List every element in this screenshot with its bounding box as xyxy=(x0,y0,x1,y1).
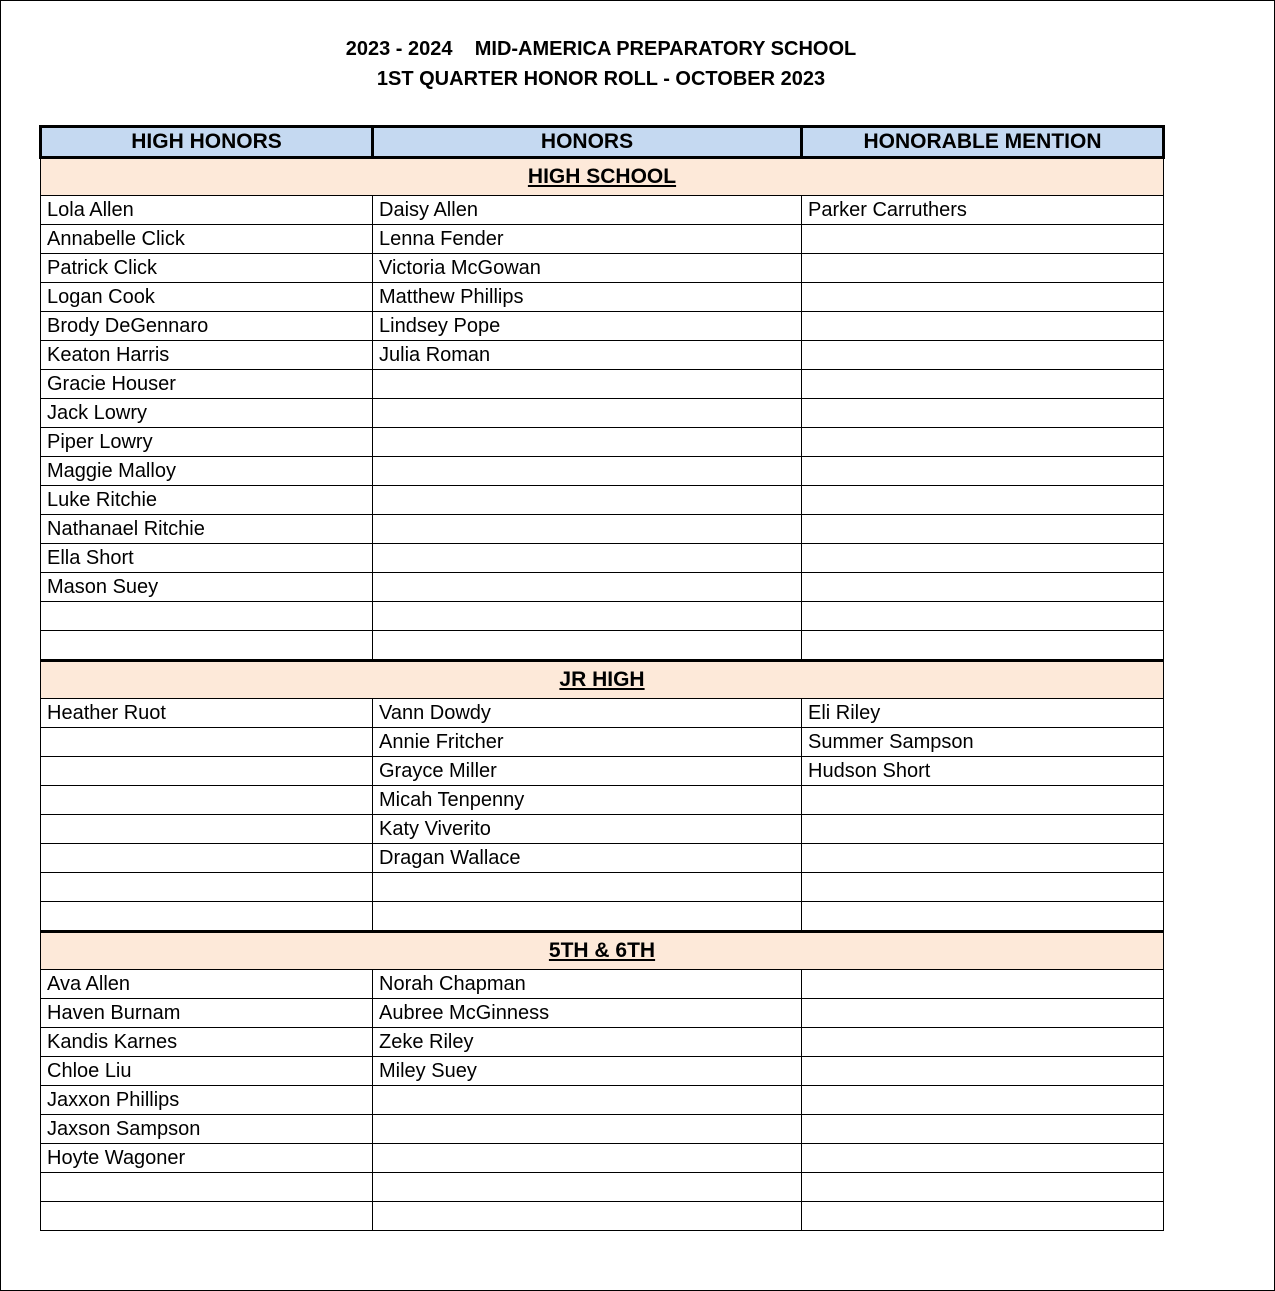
student-cell-honorable-mention xyxy=(802,631,1164,661)
table-row xyxy=(41,399,1164,428)
column-header-honorable-mention: HONORABLE MENTION xyxy=(802,127,1164,158)
student-cell-honorable-mention xyxy=(802,544,1164,573)
student-cell-high-honors: Ava Allen xyxy=(41,970,373,999)
student-cell-high-honors: Nathanael Ritchie xyxy=(41,515,373,544)
student-cell-high-honors xyxy=(41,1202,373,1231)
student-cell-honors: Katy Viverito xyxy=(373,815,802,844)
student-cell-honorable-mention xyxy=(802,1028,1164,1057)
table-row xyxy=(41,225,1164,254)
student-cell-honorable-mention xyxy=(802,399,1164,428)
table-row xyxy=(41,515,1164,544)
section-title: JR HIGH xyxy=(41,661,1164,699)
student-cell-high-honors: Keaton Harris xyxy=(41,341,373,370)
student-cell-honors xyxy=(373,573,802,602)
student-cell-honorable-mention: Summer Sampson xyxy=(802,728,1164,757)
student-cell-honorable-mention xyxy=(802,283,1164,312)
table-row xyxy=(41,370,1164,399)
student-cell-honorable-mention xyxy=(802,786,1164,815)
student-cell-high-honors xyxy=(41,815,373,844)
table-row xyxy=(41,873,1164,902)
student-cell-high-honors: Chloe Liu xyxy=(41,1057,373,1086)
student-cell-high-honors: Ella Short xyxy=(41,544,373,573)
table-row xyxy=(41,1144,1164,1173)
table-row xyxy=(41,1173,1164,1202)
table-row xyxy=(41,573,1164,602)
student-cell-honors: Daisy Allen xyxy=(373,196,802,225)
student-cell-high-honors xyxy=(41,1173,373,1202)
student-cell-honors xyxy=(373,515,802,544)
honor-roll-body xyxy=(41,158,1164,1231)
student-cell-honorable-mention xyxy=(802,1115,1164,1144)
section-title: HIGH SCHOOL xyxy=(41,158,1164,196)
student-cell-honorable-mention: Parker Carruthers xyxy=(802,196,1164,225)
table-row xyxy=(41,631,1164,661)
student-cell-high-honors: Piper Lowry xyxy=(41,428,373,457)
student-cell-honorable-mention xyxy=(802,370,1164,399)
student-cell-honorable-mention xyxy=(802,1144,1164,1173)
student-cell-high-honors xyxy=(41,873,373,902)
student-cell-honorable-mention xyxy=(802,457,1164,486)
document-subtitle: 1ST QUARTER HONOR ROLL - OCTOBER 2023 xyxy=(376,68,826,90)
student-cell-honorable-mention xyxy=(802,1173,1164,1202)
student-cell-honors: Grayce Miller xyxy=(373,757,802,786)
student-cell-honors xyxy=(373,486,802,515)
student-cell-honorable-mention xyxy=(802,902,1164,932)
student-cell-high-honors: Kandis Karnes xyxy=(41,1028,373,1057)
student-cell-honors xyxy=(373,1202,802,1231)
student-cell-high-honors: Heather Ruot xyxy=(41,699,373,728)
student-cell-high-honors: Lola Allen xyxy=(41,196,373,225)
table-row xyxy=(41,970,1164,999)
student-cell-high-honors xyxy=(41,844,373,873)
table-row xyxy=(41,999,1164,1028)
student-cell-high-honors: Patrick Click xyxy=(41,254,373,283)
student-cell-honorable-mention: Eli Riley xyxy=(802,699,1164,728)
student-cell-honors xyxy=(373,602,802,631)
student-cell-honorable-mention xyxy=(802,428,1164,457)
student-cell-honors: Victoria McGowan xyxy=(373,254,802,283)
student-cell-honors xyxy=(373,902,802,932)
section-header-jr-high xyxy=(41,661,1164,699)
student-cell-honorable-mention xyxy=(802,1057,1164,1086)
student-cell-high-honors: Mason Suey xyxy=(41,573,373,602)
column-header-honors: HONORS xyxy=(373,127,802,158)
table-row xyxy=(41,1028,1164,1057)
student-cell-honors xyxy=(373,544,802,573)
student-cell-high-honors: Jaxxon Phillips xyxy=(41,1086,373,1115)
student-cell-honorable-mention xyxy=(802,225,1164,254)
student-cell-honorable-mention xyxy=(802,999,1164,1028)
student-cell-high-honors: Haven Burnam xyxy=(41,999,373,1028)
table-row xyxy=(41,728,1164,757)
student-cell-honorable-mention xyxy=(802,486,1164,515)
table-row xyxy=(41,1086,1164,1115)
student-cell-honors xyxy=(373,1086,802,1115)
student-cell-high-honors: Maggie Malloy xyxy=(41,457,373,486)
student-cell-honors xyxy=(373,873,802,902)
table-row xyxy=(41,815,1164,844)
section-title: 5TH & 6TH xyxy=(41,932,1164,970)
table-row xyxy=(41,341,1164,370)
student-cell-honors xyxy=(373,631,802,661)
student-cell-honorable-mention xyxy=(802,515,1164,544)
student-cell-honors: Lindsey Pope xyxy=(373,312,802,341)
table-row xyxy=(41,254,1164,283)
honor-roll-table xyxy=(39,125,1165,1231)
student-cell-high-honors: Gracie Houser xyxy=(41,370,373,399)
student-cell-honors: Julia Roman xyxy=(373,341,802,370)
student-cell-high-honors xyxy=(41,728,373,757)
student-cell-honorable-mention xyxy=(802,312,1164,341)
column-header-row xyxy=(41,127,1164,158)
student-cell-honors: Zeke Riley xyxy=(373,1028,802,1057)
student-cell-honorable-mention xyxy=(802,573,1164,602)
student-cell-high-honors: Hoyte Wagoner xyxy=(41,1144,373,1173)
student-cell-honorable-mention xyxy=(802,254,1164,283)
student-cell-honorable-mention xyxy=(802,815,1164,844)
student-cell-high-honors: Luke Ritchie xyxy=(41,486,373,515)
student-cell-honorable-mention xyxy=(802,844,1164,873)
student-cell-high-honors xyxy=(41,631,373,661)
table-row xyxy=(41,699,1164,728)
student-cell-honors: Micah Tenpenny xyxy=(373,786,802,815)
student-cell-honorable-mention xyxy=(802,341,1164,370)
student-cell-honors: Vann Dowdy xyxy=(373,699,802,728)
student-cell-high-honors: Annabelle Click xyxy=(41,225,373,254)
student-cell-honors: Matthew Phillips xyxy=(373,283,802,312)
table-row xyxy=(41,1115,1164,1144)
student-cell-honors xyxy=(373,370,802,399)
section-header-high-school xyxy=(41,158,1164,196)
table-row xyxy=(41,428,1164,457)
student-cell-honors: Dragan Wallace xyxy=(373,844,802,873)
student-cell-honorable-mention xyxy=(802,873,1164,902)
section-header-5th-6th xyxy=(41,932,1164,970)
student-cell-high-honors xyxy=(41,602,373,631)
table-row xyxy=(41,757,1164,786)
table-row xyxy=(41,602,1164,631)
student-cell-honors xyxy=(373,428,802,457)
table-row xyxy=(41,544,1164,573)
student-cell-honors: Miley Suey xyxy=(373,1057,802,1086)
student-cell-honors xyxy=(373,399,802,428)
student-cell-honorable-mention xyxy=(802,970,1164,999)
student-cell-honors xyxy=(373,1115,802,1144)
student-cell-honors: Aubree McGinness xyxy=(373,999,802,1028)
student-cell-high-honors: Logan Cook xyxy=(41,283,373,312)
table-row xyxy=(41,486,1164,515)
table-row xyxy=(41,457,1164,486)
document-title: 2023 - 2024 MID-AMERICA PREPARATORY SCHOOL xyxy=(345,38,857,60)
student-cell-honors xyxy=(373,457,802,486)
student-cell-high-honors: Jack Lowry xyxy=(41,399,373,428)
student-cell-honors: Norah Chapman xyxy=(373,970,802,999)
student-cell-honorable-mention xyxy=(802,602,1164,631)
student-cell-high-honors xyxy=(41,786,373,815)
student-cell-honors xyxy=(373,1173,802,1202)
student-cell-high-honors xyxy=(41,757,373,786)
column-header-high-honors: HIGH HONORS xyxy=(41,127,373,158)
student-cell-honors: Lenna Fender xyxy=(373,225,802,254)
table-row xyxy=(41,283,1164,312)
table-row xyxy=(41,844,1164,873)
student-cell-honors xyxy=(373,1144,802,1173)
student-cell-high-honors: Brody DeGennaro xyxy=(41,312,373,341)
student-cell-honorable-mention: Hudson Short xyxy=(802,757,1164,786)
student-cell-honors: Annie Fritcher xyxy=(373,728,802,757)
table-row xyxy=(41,196,1164,225)
table-row xyxy=(41,1057,1164,1086)
table-row xyxy=(41,786,1164,815)
student-cell-high-honors: Jaxson Sampson xyxy=(41,1115,373,1144)
table-row xyxy=(41,1202,1164,1231)
student-cell-honorable-mention xyxy=(802,1202,1164,1231)
table-row xyxy=(41,902,1164,932)
table-row xyxy=(41,312,1164,341)
student-cell-honorable-mention xyxy=(802,1086,1164,1115)
student-cell-high-honors xyxy=(41,902,373,932)
